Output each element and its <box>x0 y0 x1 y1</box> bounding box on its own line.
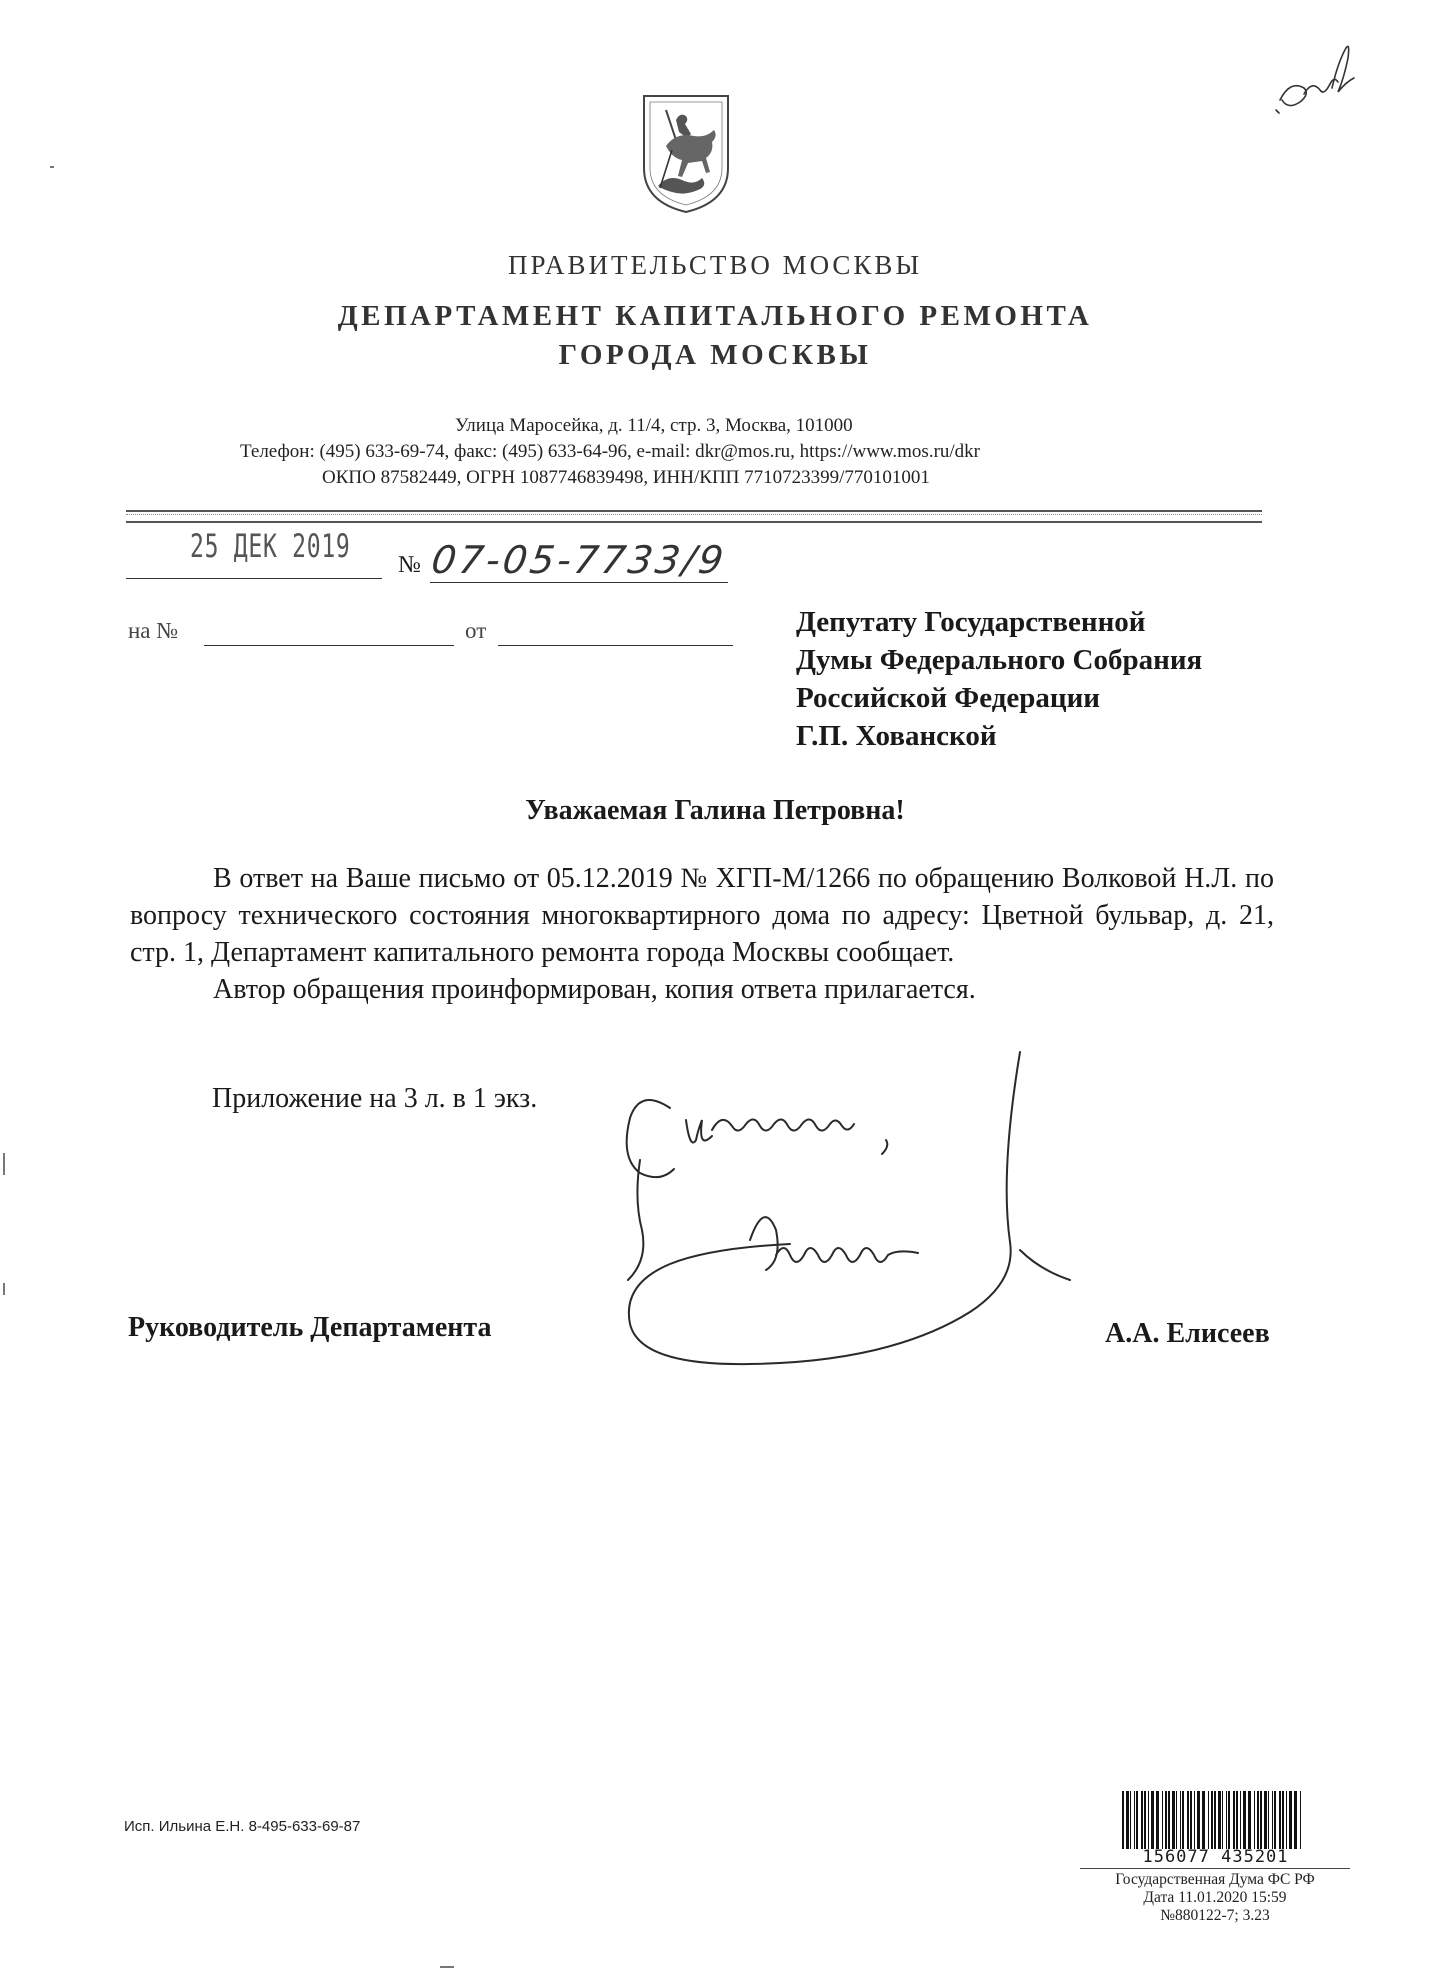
body-paragraph: В ответ на Ваше письмо от 05.12.2019 № ХГП-М/1266 по обращению Волковой Н.Л. по вопросу технического состояния многоквартирного дома по адресу: Цветной бульвар, д. 21, стр. 1, Департамент капитального ремонта города Москвы сообщает. <box>130 863 1274 968</box>
barcode-bar <box>1194 1791 1195 1849</box>
barcode-bar <box>1211 1791 1213 1849</box>
barcode-bar <box>1226 1791 1227 1849</box>
barcode-bar <box>1172 1791 1175 1849</box>
barcode-bar <box>1208 1791 1209 1849</box>
barcode-bar <box>1257 1791 1259 1849</box>
barcode-bar <box>1289 1791 1292 1849</box>
barcode-bar <box>1126 1791 1129 1849</box>
registration-number: 07-05-7733/9 <box>428 538 729 582</box>
barcode-bar <box>1148 1791 1149 1849</box>
barcode-bar <box>1176 1791 1177 1849</box>
greeting: Уважаемая Галина Петровна! <box>525 795 905 826</box>
reference-date-line <box>498 645 733 646</box>
registration-stamp <box>1080 1868 1350 1925</box>
resolution-mark-icon <box>1270 40 1365 120</box>
barcode-number: 156077 435201 <box>1142 1847 1289 1867</box>
barcode-bar <box>1130 1791 1131 1849</box>
barcode-bar <box>1233 1791 1235 1849</box>
scan-speck <box>3 1283 5 1295</box>
barcode-icon <box>1120 1791 1307 1849</box>
registration-number-label: № <box>398 552 421 578</box>
barcode-bar <box>1240 1791 1241 1849</box>
barcode-bar <box>1197 1791 1200 1849</box>
barcode-bar <box>1272 1791 1273 1849</box>
addressee-block <box>796 603 1202 755</box>
header-divider-inner <box>126 514 1262 515</box>
addressee-line: Г.П. Хованской <box>796 720 997 752</box>
handwritten-signature-icon <box>600 1050 1080 1400</box>
reference-number-label: на № <box>128 618 179 643</box>
barcode-bar <box>1156 1791 1159 1849</box>
government-title: ПРАВИТЕЛЬСТВО МОСКВЫ <box>507 250 922 280</box>
barcode-bar <box>1260 1791 1262 1849</box>
barcode-bar <box>1214 1791 1216 1849</box>
signer-name: А.А. Елисеев <box>1105 1318 1270 1349</box>
barcode-bar <box>1151 1791 1154 1849</box>
stamp-line: №880122-7; 3.23 <box>1160 1907 1270 1924</box>
barcode-bar <box>1190 1791 1192 1849</box>
barcode-bar <box>1144 1791 1146 1849</box>
barcode-bar <box>1180 1791 1181 1849</box>
stamp-line: Государственная Дума ФС РФ <box>1080 1868 1350 1889</box>
barcode-bar <box>1294 1791 1297 1849</box>
barcode-bar <box>1162 1791 1163 1849</box>
reference-number-line <box>204 645 454 646</box>
barcode-bar <box>1222 1791 1223 1849</box>
barcode-bar <box>1282 1791 1284 1849</box>
barcode-bar <box>1254 1791 1255 1849</box>
barcode-bar <box>1279 1791 1281 1849</box>
letter-body <box>130 860 1274 1008</box>
barcode-bar <box>1168 1791 1170 1849</box>
barcode-bar <box>1122 1791 1124 1849</box>
barcode-bar <box>1136 1791 1138 1849</box>
barcode-bar <box>1165 1791 1167 1849</box>
barcode-bar <box>1141 1791 1143 1849</box>
registration-date-line <box>126 578 382 579</box>
header-divider <box>126 510 1262 523</box>
barcode-bar <box>1134 1791 1135 1849</box>
department-title-line-2: ГОРОДА МОСКВЫ <box>558 339 872 371</box>
body-paragraph: Автор обращения проинформирован, копия ответа прилагается. <box>213 974 976 1005</box>
registration-date-stamp: 25 ДЕК 2019 <box>190 527 351 565</box>
barcode-bar <box>1236 1791 1238 1849</box>
barcode-bar <box>1187 1791 1189 1849</box>
barcode-bar <box>1202 1791 1205 1849</box>
barcode-bar <box>1243 1791 1246 1849</box>
barcode-bar <box>1268 1791 1269 1849</box>
moscow-coat-of-arms-icon <box>636 90 736 216</box>
barcode-bar <box>1286 1791 1287 1849</box>
barcode-bar <box>1182 1791 1184 1849</box>
barcode-bar <box>1248 1791 1251 1849</box>
addressee-line: Думы Федерального Собрания <box>796 644 1203 676</box>
attachment-note: Приложение на 3 л. в 1 экз. <box>212 1083 538 1114</box>
department-title-line-1: ДЕПАРТАМЕНТ КАПИТАЛЬНОГО РЕМОНТА <box>337 300 1093 332</box>
department-codes: ОКПО 87582449, ОГРН 1087746839498, ИНН/КПП 7710723399/770101001 <box>322 467 930 488</box>
reference-date-label: от <box>465 618 487 643</box>
stamp-line: Дата 11.01.2020 15:59 <box>1143 1889 1287 1906</box>
barcode-bar <box>1218 1791 1221 1849</box>
barcode-bar <box>1264 1791 1267 1849</box>
scan-speck <box>440 1966 454 1968</box>
barcode-bar <box>1228 1791 1230 1849</box>
addressee-line: Депутату Государственной <box>796 606 1146 638</box>
registration-number-line <box>430 582 728 583</box>
department-address: Улица Маросейка, д. 11/4, стр. 3, Москва, 101000 <box>455 415 853 436</box>
scan-speck <box>50 166 54 168</box>
scan-speck <box>3 1153 5 1175</box>
department-contacts: Телефон: (495) 633-69-74, факс: (495) 633-64-96, e-mail: dkr@mos.ru, https://www.mos.ru/dkr <box>240 441 981 462</box>
signer-title: Руководитель Департамента <box>128 1312 492 1343</box>
executor-contact: Исп. Ильина Е.Н. 8-495-633-69-87 <box>124 1818 361 1835</box>
barcode-bar <box>1300 1791 1301 1849</box>
addressee-line: Российской Федерации <box>796 682 1101 714</box>
barcode-bar <box>1274 1791 1276 1849</box>
